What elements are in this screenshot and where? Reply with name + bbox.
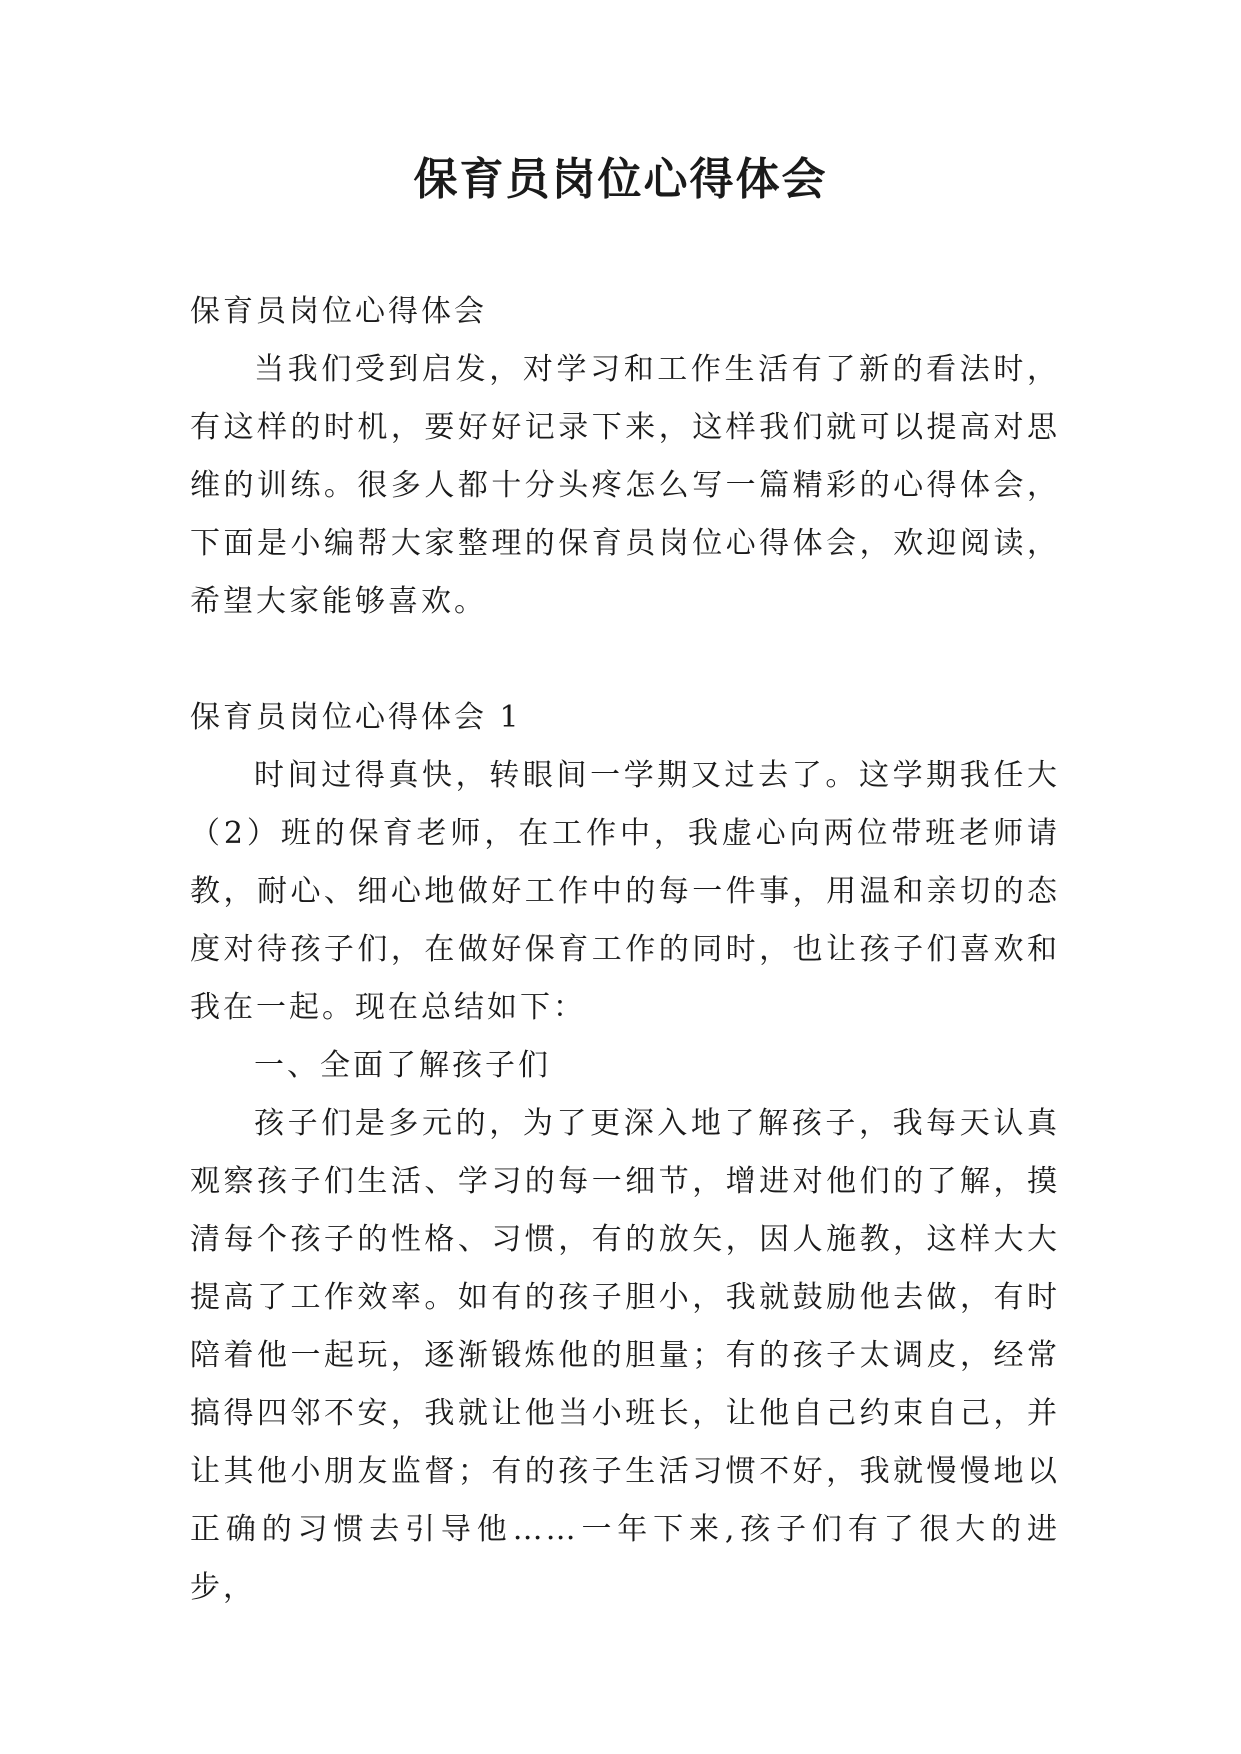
- section1-paragraph-1: 时间过得真快，转眼间一学期又过去了。这学期我任大（2）班的保育老师，在工作中，我虚心向两位带班老师请教，耐心、细心地做好工作中的每一件事，用温和亲切的态度对待孩子们，在做好保育工作的同时，也让孩子们喜欢和我在一起。现在总结如下：: [190, 758, 1060, 1025]
- paragraph-spacer: [190, 631, 1060, 689]
- document-title: 保育员岗位心得体会: [413, 154, 828, 205]
- intro-heading: 保育员岗位心得体会: [190, 294, 487, 329]
- intro-paragraph: 当我们受到启发，对学习和工作生活有了新的看法时，有这样的时机，要好好记录下来，这样我们就可以提高对思维的训练。很多人都十分头疼怎么写一篇精彩的心得体会，下面是小编帮大家整理的保育员岗位心得体会，欢迎阅读，希望大家能够喜欢。: [190, 352, 1060, 619]
- section1-paragraph-2: 孩子们是多元的，为了更深入地了解孩子，我每天认真观察孩子们生活、学习的每一细节，增进对他们的了解，摸清每个孩子的性格、习惯，有的放矢，因人施教，这样大大提高了工作效率。如有的孩子胆小，我就鼓励他去做，有时陪着他一起玩，逐渐锻炼他的胆量；有的孩子太调皮，经常搞得四邻不安，我就让他当小班长，让他自己约束自己，并让其他小朋友监督；有的孩子生活习惯不好，我就慢慢地以正确的习惯去引导他……一年下来,孩子们有了很大的进步，: [190, 1106, 1060, 1605]
- section1-subheading: 一、全面了解孩子们: [254, 1048, 551, 1083]
- document-body: [190, 283, 1060, 1617]
- section1-heading: 保育员岗位心得体会 1: [190, 700, 522, 735]
